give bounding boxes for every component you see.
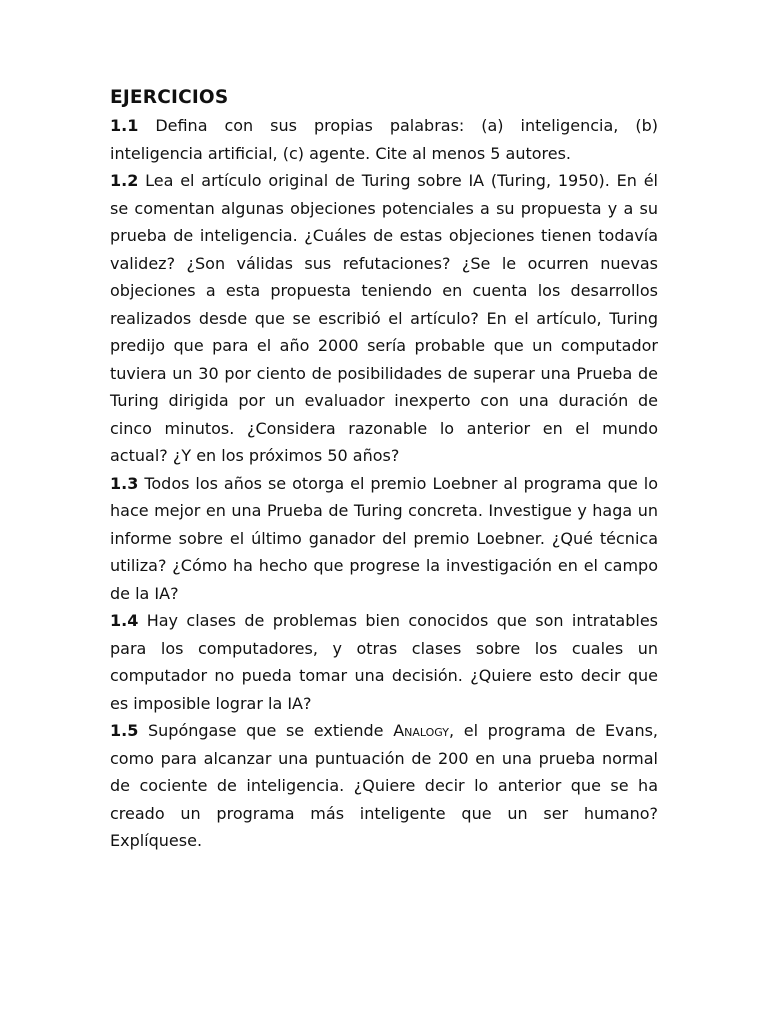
exercise-1-2 bbox=[110, 167, 658, 470]
exercise-text: Defina con sus propias palabras: (a) inteligencia, (b) inteligencia artificial, (c) agente. Cite al menos 5 autores. bbox=[110, 116, 658, 163]
exercise-number: 1.5 bbox=[110, 721, 139, 740]
exercise-number: 1.4 bbox=[110, 611, 139, 630]
exercise-text: Lea el artículo original de Turing sobre IA (Turing, 1950). En él se comentan algunas objeciones potenciales a su propuesta y a su prueba de inteligencia. ¿Cuáles de estas objeciones tienen todavía validez? ¿Son válidas sus refutaciones? ¿Se le ocurren nuevas objeciones a esta propuesta teniendo en cuenta los desarrollos realizados desde que se escribió el artículo? En el artículo, Turing predijo que para el año 2000 sería probable que un computador tuviera un 30 por ciento de posibilidades de superar una Prueba de Turing dirigida por un evaluador inexperto con una duración de cinco minutos. ¿Considera razonable lo anterior en el mundo actual? ¿Y en los próximos 50 años? bbox=[110, 171, 658, 465]
exercise-number: 1.1 bbox=[110, 116, 139, 135]
exercise-number: 1.3 bbox=[110, 473, 139, 493]
exercise-text: Hay clases de problemas bien conocidos que son intratables para los computadores, y otras clases sobre los cuales un computador no pueda tomar una decisión. ¿Quiere esto decir que es imposible lograr la IA? bbox=[110, 611, 658, 713]
exercise-1-1 bbox=[110, 112, 658, 167]
program-name: Analogy bbox=[393, 721, 449, 740]
document-page bbox=[110, 84, 658, 855]
page-title: EJERCICIOS bbox=[110, 87, 229, 108]
exercise-text: Todos los años se otorga el premio Loebner al programa que lo hace mejor en una Prueba de Turing concreta. Investigue y haga un informe sobre el último ganador del premio Loebner. ¿Qué técnica utiliza? ¿Cómo ha hecho que progrese la investigación en el campo de la IA? bbox=[110, 473, 658, 603]
exercise-1-4 bbox=[110, 607, 658, 717]
exercise-text-before: Supóngase que se extiende bbox=[148, 721, 394, 740]
exercise-text-after: , el programa de Evans, como para alcanzar una puntuación de 200 en una prueba normal de cociente de inteligencia. ¿Quiere decir lo anterior que se ha creado un programa más inteligente que un ser humano? Explíquese. bbox=[110, 721, 659, 850]
exercise-number: 1.2 bbox=[110, 171, 139, 190]
exercise-1-3 bbox=[110, 470, 658, 608]
exercise-1-5 bbox=[110, 717, 658, 855]
